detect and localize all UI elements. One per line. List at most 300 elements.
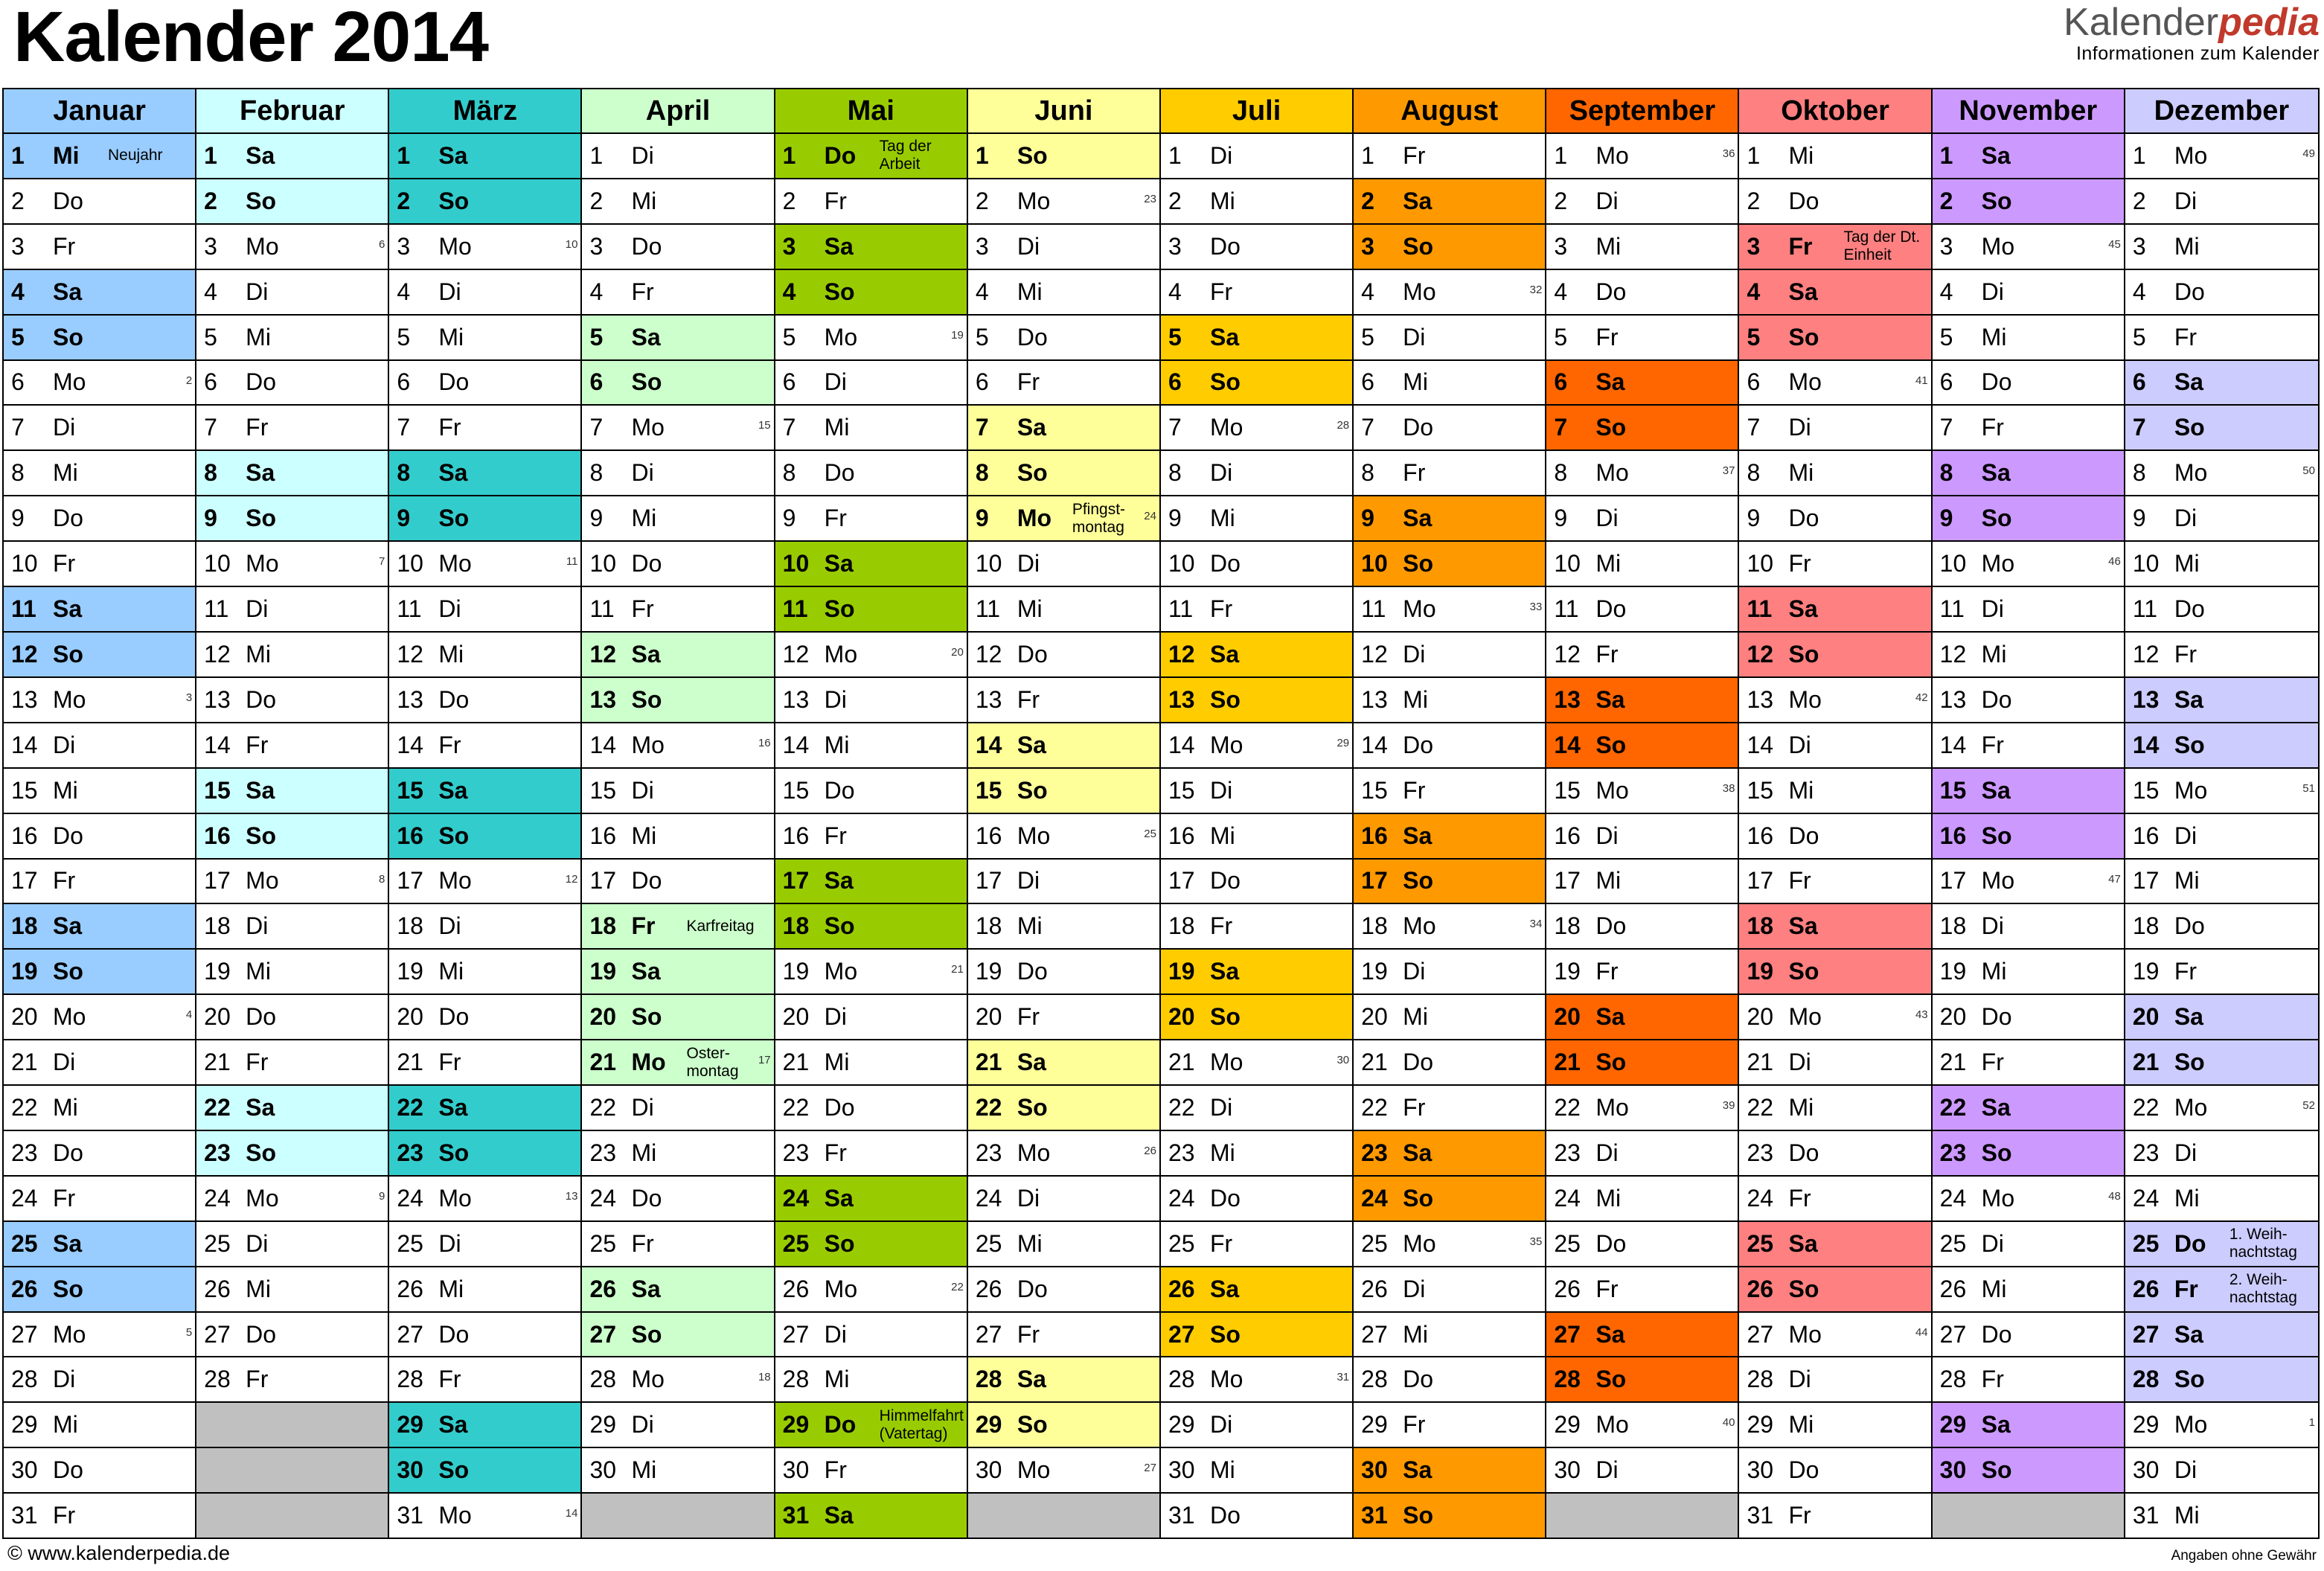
- day-number: 28: [782, 1366, 810, 1393]
- day-cell: [2125, 1403, 2318, 1448]
- day-cell: [389, 1267, 580, 1313]
- day-cell: [1739, 723, 1930, 769]
- day-cell: [2125, 814, 2318, 860]
- day-cell: [389, 1313, 580, 1358]
- weekday-label: So: [1403, 867, 1434, 895]
- day-number: 19: [782, 958, 810, 985]
- day-cell: [1739, 270, 1930, 316]
- day-cell: [196, 134, 388, 179]
- day-cell: [1739, 1313, 1930, 1358]
- day-number: 27: [1554, 1320, 1581, 1348]
- weekday-label: Fr: [438, 414, 461, 441]
- weekday-label: So: [2174, 731, 2205, 758]
- day-number: 14: [1554, 731, 1581, 758]
- day-number: 11: [2132, 595, 2158, 623]
- day-number: 17: [1554, 867, 1581, 895]
- day-cell: [968, 179, 1159, 225]
- day-number: 13: [2132, 685, 2160, 713]
- day-cell: [4, 361, 195, 406]
- day-cell: [1546, 769, 1738, 814]
- weekday-label: Do: [1403, 1366, 1434, 1393]
- day-cell: [2125, 1222, 2318, 1267]
- day-number: 18: [2132, 912, 2160, 940]
- week-number: 5: [185, 1325, 193, 1339]
- day-cell: [2125, 1448, 2318, 1494]
- weekday-label: Do: [1595, 1229, 1627, 1257]
- day-number: 18: [782, 912, 810, 940]
- weekday-label: Fr: [1017, 1003, 1040, 1031]
- day-cell: [2125, 1267, 2318, 1313]
- day-number: 19: [1361, 958, 1388, 985]
- day-number: 4: [975, 278, 989, 305]
- day-cell: [1739, 1222, 1930, 1267]
- day-cell: [2125, 860, 2318, 905]
- week-number: 39: [1722, 1099, 1735, 1113]
- day-cell: [389, 723, 580, 769]
- day-cell: [775, 769, 967, 814]
- weekday-label: Sa: [1017, 1366, 1046, 1393]
- day-cell: [1739, 1177, 1930, 1222]
- day-cell: [389, 179, 580, 225]
- weekday-label: Mo: [1981, 1184, 2015, 1212]
- day-cell: [775, 1357, 967, 1403]
- day-number: 16: [1361, 822, 1388, 849]
- day-number: 7: [1554, 414, 1568, 441]
- weekday-label: Sa: [1788, 912, 1818, 940]
- day-number: 7: [204, 414, 217, 441]
- weekday-label: So: [246, 187, 277, 214]
- day-cell: [4, 179, 195, 225]
- day-cell: [4, 451, 195, 496]
- day-cell: [1933, 134, 2124, 179]
- weekday-label: Di: [824, 368, 847, 396]
- day-number: 28: [1939, 1366, 1967, 1393]
- day-cell: [196, 1086, 388, 1131]
- day-number: 27: [1747, 1320, 1774, 1348]
- day-cell: [4, 950, 195, 995]
- weekday-label: Mi: [1788, 1411, 1814, 1439]
- day-number: 8: [975, 459, 989, 487]
- day-number: 18: [11, 912, 38, 940]
- day-cell: [1933, 814, 2124, 860]
- day-cell: [1161, 1313, 1352, 1358]
- day-cell: [196, 179, 388, 225]
- weekday-label: Mi: [1981, 958, 2007, 985]
- day-number: 13: [11, 685, 38, 713]
- weekday-label: Fr: [53, 1502, 76, 1529]
- day-cell: [1354, 542, 1545, 587]
- weekday-label: Mi: [1788, 776, 1814, 804]
- weekday-label: Sa: [824, 867, 854, 895]
- day-number: 14: [1747, 731, 1774, 758]
- weekday-label: Sa: [1403, 505, 1433, 532]
- weekday-label: So: [1788, 640, 1819, 668]
- weekday-label: Di: [1788, 1366, 1811, 1393]
- week-number: 33: [1529, 601, 1543, 614]
- day-cell: [2125, 995, 2318, 1040]
- day-number: 5: [2132, 323, 2146, 351]
- day-number: 3: [11, 232, 25, 260]
- day-cell: [1354, 633, 1545, 678]
- day-number: 4: [1361, 278, 1374, 305]
- day-cell: [1161, 270, 1352, 316]
- week-number: 22: [951, 1280, 964, 1293]
- day-cell: [1546, 904, 1738, 950]
- day-cell: [2125, 134, 2318, 179]
- day-number: 12: [975, 640, 1002, 668]
- holiday-label: Tag der Dt. Einheit: [1843, 228, 1921, 264]
- week-number: 46: [2108, 555, 2121, 569]
- day-number: 3: [2132, 232, 2146, 260]
- weekday-label: Di: [824, 685, 847, 713]
- day-cell: [1739, 542, 1930, 587]
- day-number: 18: [1168, 912, 1195, 940]
- weekday-label: Do: [2174, 912, 2205, 940]
- weekday-label: Do: [438, 1003, 470, 1031]
- day-number: 14: [204, 731, 231, 758]
- day-number: 8: [2132, 459, 2146, 487]
- weekday-label: Do: [53, 1456, 83, 1484]
- day-cell: [1161, 587, 1352, 633]
- day-number: 18: [204, 912, 231, 940]
- weekday-label: Sa: [438, 459, 468, 487]
- day-cell: [1933, 1040, 2124, 1086]
- day-number: 16: [204, 822, 231, 849]
- weekday-label: Do: [1403, 731, 1434, 758]
- day-cell: [775, 179, 967, 225]
- weekday-label: So: [824, 1229, 855, 1257]
- weekday-label: Mi: [1403, 1003, 1428, 1031]
- day-cell: [775, 542, 967, 587]
- day-cell: [2125, 451, 2318, 496]
- month-column: [1933, 89, 2125, 1538]
- day-cell: [1933, 1357, 2124, 1403]
- day-number: 29: [975, 1411, 1002, 1439]
- day-cell: [4, 814, 195, 860]
- day-number: 24: [782, 1184, 810, 1212]
- day-cell: [4, 270, 195, 316]
- month-header: September: [1546, 89, 1738, 134]
- day-cell: [1739, 904, 1930, 950]
- day-cell: [1933, 587, 2124, 633]
- day-cell: [389, 542, 580, 587]
- week-number: 27: [1144, 1462, 1156, 1475]
- day-number: 19: [1554, 958, 1581, 985]
- day-number: 3: [975, 232, 989, 260]
- day-cell: [389, 1403, 580, 1448]
- day-cell: [4, 723, 195, 769]
- day-number: 19: [2132, 958, 2160, 985]
- day-cell: [968, 496, 1159, 542]
- day-cell: [196, 496, 388, 542]
- weekday-label: So: [1403, 1502, 1434, 1529]
- day-cell: [582, 134, 773, 179]
- weekday-label: Mi: [1209, 505, 1235, 532]
- day-number: 25: [1939, 1229, 1967, 1257]
- day-number: 30: [2132, 1456, 2160, 1484]
- day-cell: [1933, 496, 2124, 542]
- day-cell: [968, 1448, 1159, 1494]
- day-cell: [582, 451, 773, 496]
- day-number: 19: [1747, 958, 1774, 985]
- day-number: 27: [975, 1320, 1002, 1348]
- day-cell: [775, 406, 967, 451]
- weekday-label: Sa: [1595, 1003, 1625, 1031]
- week-number: 50: [2302, 464, 2315, 478]
- day-number: 13: [1168, 685, 1195, 713]
- day-number: 4: [204, 278, 217, 305]
- weekday-label: Di: [1209, 776, 1233, 804]
- day-number: 14: [1361, 731, 1388, 758]
- weekday-label: Mi: [1595, 1184, 1622, 1212]
- day-cell: [1546, 1448, 1738, 1494]
- day-cell: [1546, 587, 1738, 633]
- day-cell: [582, 270, 773, 316]
- weekday-label: Di: [1788, 414, 1811, 441]
- day-cell: [968, 1403, 1159, 1448]
- weekday-label: Do: [53, 187, 83, 214]
- day-cell: [4, 1267, 195, 1313]
- day-cell: [1161, 1403, 1352, 1448]
- kalenderpedia-logo[interactable]: [2064, 1, 2320, 64]
- day-cell: [775, 1403, 967, 1448]
- weekday-label: So: [1788, 323, 1819, 351]
- week-number: 30: [1337, 1054, 1350, 1067]
- day-number: 20: [1939, 1003, 1967, 1031]
- day-number: 24: [1939, 1184, 1967, 1212]
- weekday-label: Mi: [1788, 141, 1814, 169]
- weekday-label: Fr: [1403, 776, 1426, 804]
- weekday-label: Mi: [631, 505, 657, 532]
- day-cell: [1161, 1222, 1352, 1267]
- weekday-label: Fr: [1788, 867, 1811, 895]
- weekday-label: Sa: [2174, 685, 2203, 713]
- weekday-label: Mo: [824, 323, 858, 351]
- day-cell: [1161, 950, 1352, 995]
- day-number: 25: [1361, 1229, 1388, 1257]
- weekday-label: Di: [53, 1049, 76, 1076]
- day-number: 5: [975, 323, 989, 351]
- day-cell: [196, 1222, 388, 1267]
- day-number: 1: [1168, 141, 1182, 169]
- day-cell: [775, 1494, 967, 1538]
- weekday-label: Do: [246, 368, 277, 396]
- weekday-label: Di: [1017, 1184, 1040, 1212]
- day-cell: [1739, 316, 1930, 361]
- day-number: 7: [782, 414, 796, 441]
- week-number: 9: [378, 1189, 385, 1203]
- weekday-label: Di: [2174, 822, 2197, 849]
- day-number: 27: [589, 1320, 617, 1348]
- day-cell: [2125, 950, 2318, 995]
- day-number: 8: [1554, 459, 1568, 487]
- day-number: 29: [1168, 1411, 1195, 1439]
- weekday-label: Mi: [1981, 323, 2007, 351]
- day-cell: [1933, 950, 2124, 995]
- day-cell: [1354, 860, 1545, 905]
- weekday-label: Di: [2174, 1139, 2197, 1166]
- day-cell: [389, 633, 580, 678]
- week-number: 14: [565, 1507, 578, 1520]
- day-number: 10: [397, 550, 423, 577]
- day-number: 30: [1361, 1456, 1388, 1484]
- day-cell: [389, 1357, 580, 1403]
- weekday-label: Fr: [53, 1184, 76, 1212]
- weekday-label: Di: [246, 595, 269, 623]
- year-calendar-grid: [2, 88, 2320, 1539]
- weekday-label: Mo: [1403, 278, 1436, 305]
- day-cell: [1933, 995, 2124, 1040]
- weekday-label: Fr: [438, 731, 461, 758]
- day-cell: [1161, 1131, 1352, 1177]
- day-cell: [1739, 496, 1930, 542]
- day-cell: [582, 1267, 773, 1313]
- day-cell: [1546, 542, 1738, 587]
- month-header: August: [1354, 89, 1545, 134]
- weekday-label: Mo: [1017, 187, 1051, 214]
- weekday-label: Di: [53, 414, 76, 441]
- weekday-label: Mi: [1209, 822, 1235, 849]
- day-number: 14: [397, 731, 423, 758]
- weekday-label: Mi: [1595, 867, 1622, 895]
- day-number: 11: [11, 595, 36, 623]
- day-cell: [1739, 1131, 1930, 1177]
- day-number: 21: [589, 1049, 617, 1076]
- week-number: 3: [185, 691, 193, 704]
- day-number: 17: [204, 867, 231, 895]
- day-number: 3: [782, 232, 796, 260]
- day-number: 14: [11, 731, 38, 758]
- weekday-label: Mo: [53, 1003, 86, 1031]
- day-cell: [4, 1086, 195, 1131]
- weekday-label: Mo: [1209, 731, 1243, 758]
- day-cell: [196, 270, 388, 316]
- weekday-label: Sa: [438, 1411, 468, 1439]
- weekday-label: Do: [53, 1139, 83, 1166]
- month-column: [968, 89, 1161, 1538]
- weekday-label: So: [438, 822, 470, 849]
- weekday-label: Fr: [1403, 141, 1426, 169]
- day-cell: [1546, 633, 1738, 678]
- weekday-label: Di: [53, 731, 76, 758]
- weekday-label: Do: [1017, 640, 1048, 668]
- day-cell: [389, 1222, 580, 1267]
- day-cell: [196, 542, 388, 587]
- day-cell: [1933, 1177, 2124, 1222]
- day-number: 31: [1747, 1502, 1774, 1529]
- week-number: 12: [565, 872, 578, 886]
- weekday-label: Sa: [1209, 640, 1240, 668]
- day-number: 8: [1361, 459, 1374, 487]
- weekday-label: Fr: [2174, 640, 2197, 668]
- day-cell: [1546, 1357, 1738, 1403]
- day-number: 7: [1939, 414, 1953, 441]
- day-cell: [775, 1267, 967, 1313]
- weekday-label: Do: [2174, 1229, 2206, 1257]
- day-number: 13: [1361, 685, 1388, 713]
- weekday-label: Mo: [1788, 1320, 1822, 1348]
- weekday-label: Do: [53, 822, 83, 849]
- day-number: 8: [204, 459, 217, 487]
- weekday-label: Sa: [53, 278, 83, 305]
- day-number: 24: [2132, 1184, 2160, 1212]
- weekday-label: Mo: [438, 1502, 472, 1529]
- day-cell: [775, 587, 967, 633]
- weekday-label: So: [1595, 1049, 1627, 1076]
- day-number: 16: [1554, 822, 1581, 849]
- day-number: 23: [782, 1139, 810, 1166]
- day-number: 14: [975, 731, 1002, 758]
- day-cell: [196, 316, 388, 361]
- day-cell: [775, 1040, 967, 1086]
- week-number: 43: [1915, 1008, 1928, 1022]
- day-number: 18: [397, 912, 423, 940]
- week-number: 8: [378, 872, 385, 886]
- day-cell: [4, 678, 195, 723]
- weekday-label: Sa: [631, 323, 661, 351]
- day-number: 28: [1554, 1366, 1581, 1393]
- day-cell: [1354, 814, 1545, 860]
- day-cell: [1546, 678, 1738, 723]
- day-number: 7: [11, 414, 25, 441]
- weekday-label: Do: [1209, 550, 1241, 577]
- day-number: 22: [1939, 1093, 1967, 1121]
- holiday-label: Neujahr: [108, 147, 163, 164]
- day-number: 3: [204, 232, 217, 260]
- day-cell: [1739, 678, 1930, 723]
- day-cell: [775, 496, 967, 542]
- month-column: [2125, 89, 2318, 1538]
- weekday-label: Mi: [1017, 278, 1043, 305]
- weekday-label: Sa: [246, 459, 275, 487]
- month-column: [1354, 89, 1546, 1538]
- weekday-label: Di: [438, 595, 461, 623]
- empty-day-cell: [1933, 1494, 2124, 1538]
- day-cell: [1933, 1222, 2124, 1267]
- day-cell: [968, 361, 1159, 406]
- day-number: 30: [782, 1456, 810, 1484]
- weekday-label: Do: [1595, 912, 1627, 940]
- weekday-label: Do: [824, 141, 857, 169]
- day-number: 3: [1747, 232, 1761, 260]
- day-cell: [1933, 769, 2124, 814]
- day-cell: [582, 1313, 773, 1358]
- day-cell: [1354, 1267, 1545, 1313]
- weekday-label: Mo: [1209, 1049, 1243, 1076]
- day-cell: [1933, 1267, 2124, 1313]
- weekday-label: Di: [2174, 505, 2197, 532]
- day-number: 9: [782, 505, 796, 532]
- weekday-label: Mo: [246, 232, 279, 260]
- day-number: 16: [1168, 822, 1195, 849]
- weekday-label: So: [1981, 1139, 2012, 1166]
- day-number: 22: [2132, 1093, 2160, 1121]
- day-number: 12: [1747, 640, 1774, 668]
- weekday-label: So: [824, 278, 855, 305]
- day-cell: [4, 995, 195, 1040]
- day-number: 9: [204, 505, 217, 532]
- weekday-label: Sa: [824, 1184, 854, 1212]
- weekday-label: Mi: [1017, 595, 1043, 623]
- day-number: 16: [2132, 822, 2160, 849]
- day-number: 2: [1168, 187, 1182, 214]
- day-cell: [968, 814, 1159, 860]
- day-cell: [389, 361, 580, 406]
- day-number: 6: [11, 368, 25, 396]
- weekday-label: Do: [246, 685, 277, 713]
- day-cell: [775, 1448, 967, 1494]
- weekday-label: Do: [1788, 505, 1819, 532]
